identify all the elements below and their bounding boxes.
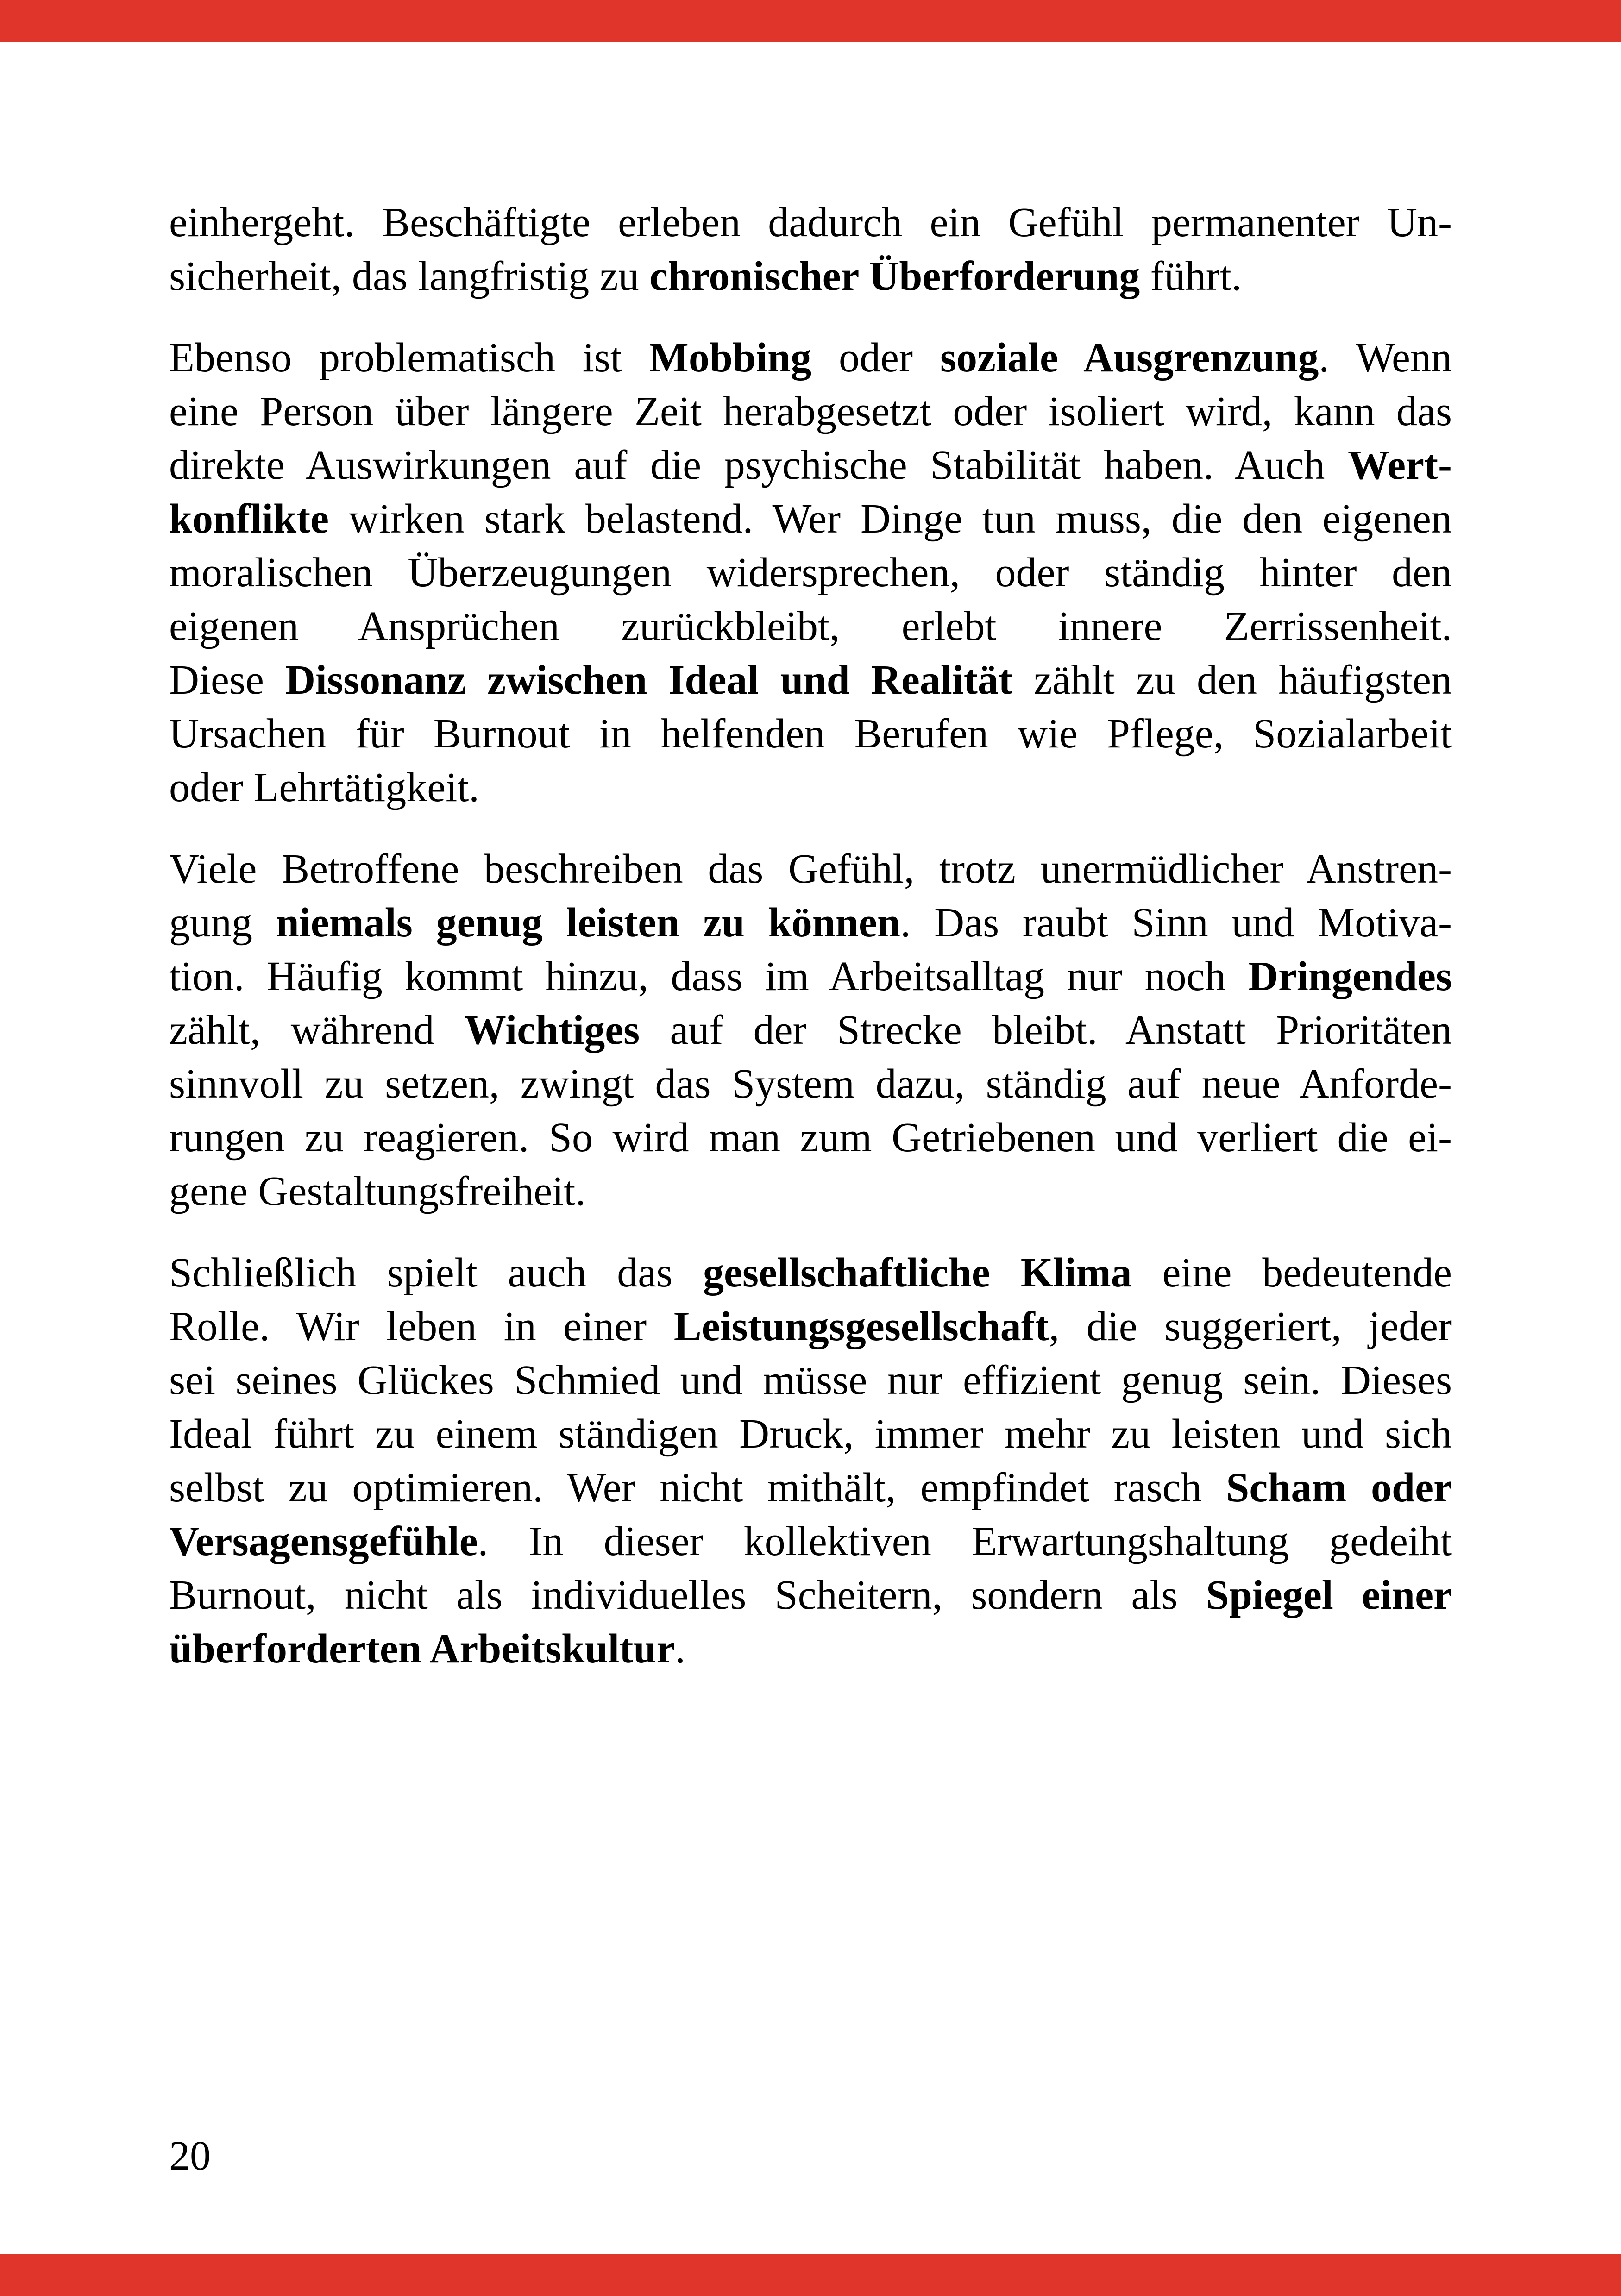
- text-line: [169, 1354, 1452, 1407]
- bold-text-segment: überforderten Arbeitskultur: [169, 1626, 675, 1672]
- text-line: [169, 1515, 1452, 1568]
- text-segment: Rolle. Wir leben in einer: [169, 1304, 674, 1349]
- bold-text-segment: Wert-: [1348, 442, 1452, 488]
- text-segment: rungen zu reagieren. So wird man zum Getriebenen und verliert die ei-: [169, 1115, 1452, 1161]
- text-segment: oder: [811, 335, 940, 381]
- text-segment: , die suggeriert, jeder: [1049, 1304, 1452, 1349]
- text-segment: eine Person über längere Zeit herabgesetzt oder isoliert wird, kann das: [169, 389, 1452, 434]
- text-segment: . Wenn: [1319, 335, 1452, 381]
- bold-text-segment: Wichtiges: [464, 1007, 640, 1053]
- text-segment: wirken stark belastend. Wer Dinge tun muss, die den eigenen: [329, 496, 1452, 542]
- text-line: [169, 1568, 1452, 1622]
- bold-text-segment: gesellschaftliche Klima: [703, 1250, 1132, 1296]
- text-segment: tion. Häufig kommt hinzu, dass im Arbeitsalltag nur noch: [169, 954, 1248, 999]
- bold-text-segment: niemals genug leisten zu können: [276, 900, 900, 946]
- text-segment: einhergeht. Beschäftigte erleben dadurch ein Gefühl permanenter Un-: [169, 200, 1452, 245]
- text-segment: oder Lehrtätigkeit.: [169, 765, 479, 810]
- text-segment: eine bedeutende: [1131, 1250, 1452, 1296]
- bold-text-segment: Mobbing: [649, 335, 812, 381]
- text-segment: .: [675, 1626, 685, 1672]
- text-line: [169, 1300, 1452, 1354]
- paragraph: [169, 331, 1452, 815]
- text-segment: Ideal führt zu einem ständigen Druck, immer mehr zu leisten und sich: [169, 1411, 1452, 1457]
- text-segment: gung: [169, 900, 276, 946]
- page-number: 20: [169, 2133, 211, 2179]
- text-line: [169, 439, 1452, 492]
- text-segment: . In dieser kollektiven Erwartungshaltung gedeiht: [478, 1518, 1452, 1564]
- text-line: [169, 1004, 1452, 1057]
- text-line: [169, 707, 1452, 761]
- text-segment: direkte Auswirkungen auf die psychische Stabilität haben. Auch: [169, 442, 1348, 488]
- text-line: [169, 1407, 1452, 1461]
- text-line: [169, 1165, 1452, 1218]
- bold-text-segment: chronischer Überforderung: [649, 253, 1140, 299]
- text-segment: moralischen Überzeugungen widersprechen, oder ständig hinter den: [169, 550, 1452, 596]
- text-segment: Schließlich spielt auch das: [169, 1250, 704, 1296]
- paragraph: [169, 842, 1452, 1218]
- text-line: [169, 1461, 1452, 1515]
- text-segment: Viele Betroffene beschreiben das Gefühl, trotz unermüdlicher Anstren-: [169, 846, 1452, 892]
- paragraph: [169, 196, 1452, 303]
- text-segment: zählt zu den häufigsten: [1012, 657, 1452, 703]
- text-segment: auf der Strecke bleibt. Anstatt Prioritäten: [640, 1007, 1452, 1053]
- text-line: [169, 1246, 1452, 1300]
- text-line: [169, 842, 1452, 896]
- text-line: [169, 896, 1452, 950]
- paragraph: [169, 1246, 1452, 1676]
- bold-text-segment: Versagensgefühle: [169, 1518, 478, 1564]
- text-line: [169, 600, 1452, 653]
- top-accent-bar: [0, 0, 1621, 42]
- bold-text-segment: soziale Ausgrenzung: [940, 335, 1319, 381]
- bold-text-segment: Spiegel einer: [1206, 1572, 1452, 1618]
- text-segment: sei seines Glückes Schmied und müsse nur effizient genug sein. Dieses: [169, 1357, 1452, 1403]
- text-segment: Ebenso problematisch ist: [169, 335, 649, 381]
- bold-text-segment: Dissonanz zwischen Ideal und Realität: [285, 657, 1012, 703]
- text-line: [169, 331, 1452, 385]
- text-line: [169, 950, 1452, 1004]
- text-line: [169, 761, 1452, 815]
- text-line: [169, 1111, 1452, 1165]
- text-line: [169, 196, 1452, 250]
- text-line: [169, 1057, 1452, 1111]
- text-line: [169, 250, 1452, 303]
- bold-text-segment: Leistungsgesellschaft: [673, 1304, 1049, 1349]
- text-segment: sinnvoll zu setzen, zwingt das System dazu, ständig auf neue Anforde-: [169, 1061, 1452, 1107]
- text-segment: selbst zu optimieren. Wer nicht mithält, empfindet rasch: [169, 1465, 1226, 1511]
- bold-text-segment: Dringendes: [1248, 954, 1452, 999]
- text-segment: gene Gestaltungsfreiheit.: [169, 1168, 586, 1214]
- bold-text-segment: Scham oder: [1226, 1465, 1452, 1511]
- text-segment: eigenen Ansprüchen zurückbleibt, erlebt innere Zerrissenheit.: [169, 603, 1452, 649]
- body-text: [169, 196, 1452, 1704]
- text-line: [169, 492, 1452, 546]
- bottom-accent-bar: [0, 2254, 1621, 2296]
- text-line: [169, 546, 1452, 600]
- bold-text-segment: konflikte: [169, 496, 329, 542]
- text-segment: sicherheit, das langfristig zu: [169, 253, 650, 299]
- text-segment: Ursachen für Burnout in helfenden Berufen wie Pflege, Sozialarbeit: [169, 711, 1452, 757]
- text-segment: Diese: [169, 657, 286, 703]
- text-line: [169, 385, 1452, 439]
- text-segment: Burnout, nicht als individuelles Scheitern, sondern als: [169, 1572, 1206, 1618]
- text-segment: . Das raubt Sinn und Motiva-: [900, 900, 1452, 946]
- text-line: [169, 1622, 1452, 1676]
- text-segment: zählt, während: [169, 1007, 465, 1053]
- text-line: [169, 653, 1452, 707]
- text-segment: führt.: [1140, 253, 1242, 299]
